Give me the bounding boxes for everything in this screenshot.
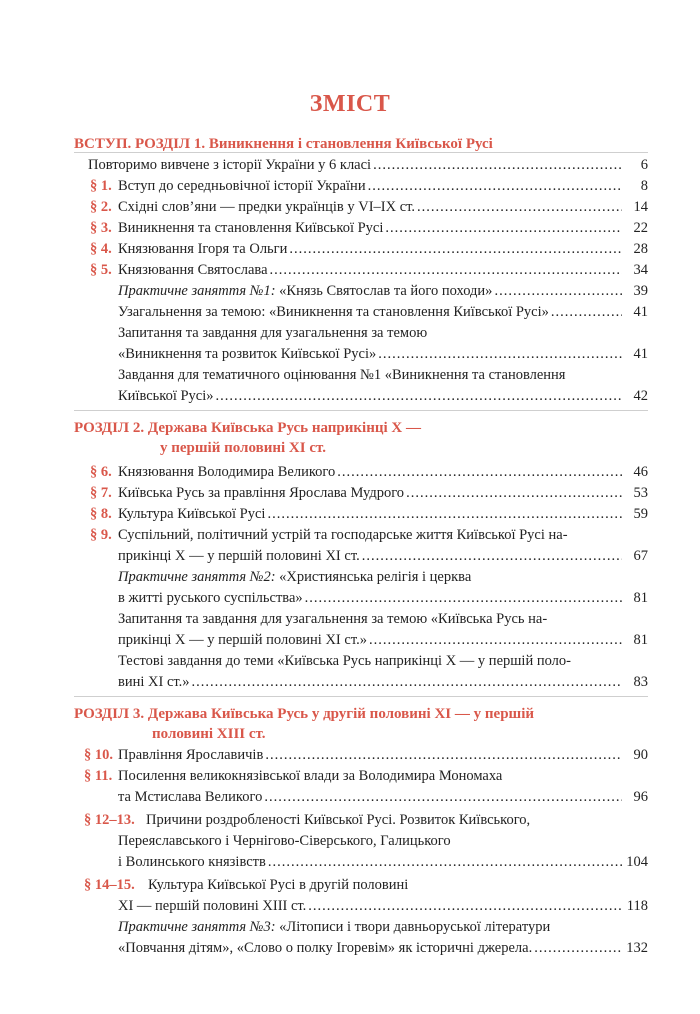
entry-page: 41: [633, 304, 648, 320]
toc-entry[interactable]: [0, 197, 700, 218]
section-header-part-3: [74, 704, 654, 744]
entry-title: Виникнення та становлення Київської Русі: [118, 220, 384, 236]
toc-entry[interactable]: [0, 176, 700, 197]
leader-dots: [305, 588, 622, 609]
entry-title: Переяславського і Чернігово-Сіверського, Галицького: [118, 833, 451, 849]
entry-title: Запитання та завдання для узагальнення за темою «Київська Русь на-: [118, 611, 548, 627]
entry-title: Вступ до середньовічної історії України: [118, 178, 366, 194]
entry-page: 14: [633, 199, 648, 215]
entry-page: 28: [633, 241, 648, 257]
entry-title: Посилення великокнязівської влади за Володимира Мономаха: [118, 768, 503, 784]
leader-dots: [270, 260, 622, 281]
leader-dots: [308, 896, 622, 917]
toc-entry[interactable]: [0, 546, 700, 567]
toc-entry-line: [0, 651, 700, 672]
entry-title: Тестові завдання до теми «Київська Русь наприкінці X — у першій поло-: [118, 653, 571, 669]
practical-label: Практичне заняття №2:: [118, 569, 276, 585]
leader-dots: [494, 281, 622, 302]
toc-entry[interactable]: [0, 281, 700, 302]
entry-title: прикінці X — у першій половині XI ст.»: [118, 632, 367, 648]
toc-entry-line: [0, 609, 700, 630]
entry-title: «Виникнення та розвиток Київської Русі»: [118, 346, 377, 362]
entry-page: 81: [633, 590, 648, 606]
leader-dots: [369, 630, 622, 651]
leader-dots: [362, 546, 622, 567]
section-divider: [74, 696, 648, 697]
toc-entry[interactable]: [0, 745, 700, 766]
paragraph-number: § 2.: [90, 199, 112, 215]
entry-page: 34: [633, 262, 648, 278]
leader-dots: [216, 386, 622, 407]
toc-entry-line: [0, 810, 700, 831]
leader-dots: [192, 672, 622, 693]
practical-label: Практичне заняття №1:: [118, 283, 276, 299]
entry-title: Князювання Володимира Великого: [118, 464, 336, 480]
entry-title: Повторимо вивчене з історії України у 6 класі: [88, 157, 372, 173]
paragraph-number: § 10.: [84, 747, 113, 763]
entry-title: «Повчання дітям», «Слово о полку Ігоревім» як історичні джерела.: [118, 940, 533, 956]
entry-title: Завдання для тематичного оцінювання №1 «Виникнення та становлення: [118, 367, 566, 383]
entry-page: 67: [633, 548, 648, 564]
leader-dots: [534, 938, 622, 959]
leader-dots: [289, 239, 622, 260]
toc-entry[interactable]: [0, 260, 700, 281]
entry-page: 118: [626, 898, 648, 914]
paragraph-number: § 12–13.: [84, 812, 135, 828]
paragraph-number: § 3.: [90, 220, 112, 236]
entry-title: [118, 567, 471, 588]
toc-entry[interactable]: [0, 239, 700, 260]
practical-label: Практичне заняття №3:: [118, 919, 276, 935]
toc-entry[interactable]: [0, 155, 700, 176]
entry-title: Суспільний, політичний устрій та господарське життя Київської Русі на-: [118, 527, 568, 543]
toc-entry[interactable]: [0, 787, 700, 808]
toc-entry-line: [0, 766, 700, 787]
toc-entry[interactable]: [0, 344, 700, 365]
section-divider: [74, 410, 648, 411]
entry-page: 83: [633, 674, 648, 690]
toc-entry[interactable]: [0, 462, 700, 483]
paragraph-number: § 9.: [90, 527, 112, 543]
paragraph-number: § 1.: [90, 178, 112, 194]
leader-dots: [337, 462, 622, 483]
entry-title: Київська Русь за правління Ярослава Мудрого: [118, 485, 405, 501]
section-title: РОЗДІЛ 3. Держава Київська Русь у другій половині XI — у першій: [74, 706, 535, 722]
toc-entry-line: [0, 365, 700, 386]
entry-title: Правління Ярославичів: [118, 747, 264, 763]
section-title-continued: половині XIII ст.: [152, 726, 266, 742]
toc-entry-line: [0, 831, 700, 852]
toc-entry[interactable]: [0, 672, 700, 693]
leader-dots: [264, 787, 622, 808]
section-title-continued: у першій половині XI ст.: [160, 440, 326, 456]
entry-title: Причини роздробленості Київської Русі. Розвиток Київського,: [146, 812, 531, 828]
entry-page: 104: [626, 854, 648, 870]
entry-page: 132: [626, 940, 648, 956]
toc-entry-line: [0, 525, 700, 546]
toc-entry-line: [0, 917, 700, 938]
entry-page: 46: [633, 464, 648, 480]
section-header-part-2: [74, 418, 654, 458]
entry-page: 22: [633, 220, 648, 236]
paragraph-number: § 14–15.: [84, 877, 135, 893]
toc-entry-line: [0, 323, 700, 344]
entry-title: Узагальнення за темою: «Виникнення та становлення Київської Русі»: [118, 304, 549, 320]
leader-dots: [368, 176, 622, 197]
toc-entry[interactable]: [0, 483, 700, 504]
entry-title: Київської Русі»: [118, 388, 214, 404]
toc-entry[interactable]: [0, 896, 700, 917]
entry-title-text: «Літописи і твори давньоруської літератури: [275, 919, 551, 935]
entry-title: та Мстислава Великого: [118, 789, 263, 805]
leader-dots: [385, 218, 622, 239]
leader-dots: [378, 344, 622, 365]
toc-entry-line: [0, 567, 700, 588]
entry-page: 53: [633, 485, 648, 501]
entry-title: [118, 917, 550, 938]
section-header-intro: [74, 134, 654, 154]
section-divider: [74, 152, 648, 153]
paragraph-number: § 7.: [90, 485, 112, 501]
entry-title: вині XI ст.»: [118, 674, 190, 690]
entry-page: 81: [633, 632, 648, 648]
toc-entry[interactable]: [0, 386, 700, 407]
entry-title: Князювання Ігоря та Ольги: [118, 241, 288, 257]
entry-page: 59: [633, 506, 648, 522]
entry-title: прикінці X — у першій половині XI ст.: [118, 548, 360, 564]
toc-entry[interactable]: [0, 938, 700, 959]
entry-page: 42: [633, 388, 648, 404]
toc-entry[interactable]: [0, 504, 700, 525]
leader-dots: [417, 197, 622, 218]
entry-page: 96: [633, 789, 648, 805]
entry-title-text: «Християнська релігія і церква: [275, 569, 472, 585]
leader-dots: [406, 483, 622, 504]
entry-title: [118, 281, 492, 302]
entry-page: 8: [640, 178, 648, 194]
paragraph-number: § 5.: [90, 262, 112, 278]
paragraph-number: § 8.: [90, 506, 112, 522]
entry-title: в житті руського суспільства»: [118, 590, 303, 606]
entry-title: XI — першій половині XIII ст.: [118, 898, 307, 914]
paragraph-number: § 4.: [90, 241, 112, 257]
leader-dots: [551, 302, 622, 323]
toc-entry[interactable]: [0, 630, 700, 651]
leader-dots: [267, 504, 622, 525]
toc-entry[interactable]: [0, 852, 700, 873]
entry-title-text: «Князь Святослав та його походи»: [275, 283, 493, 299]
paragraph-number: § 11.: [84, 768, 113, 784]
section-title: РОЗДІЛ 2. Держава Київська Русь наприкінці X —: [74, 420, 421, 436]
entry-title: і Волинського князівств: [118, 854, 266, 870]
entry-title: Культура Київської Русі в другій половині: [148, 877, 409, 893]
leader-dots: [265, 745, 622, 766]
leader-dots: [373, 155, 622, 176]
section-title: ВСТУП. РОЗДІЛ 1. Виникнення і становлення Київської Русі: [74, 136, 493, 152]
paragraph-number: § 6.: [90, 464, 112, 480]
entry-title: Культура Київської Русі: [118, 506, 266, 522]
toc-entry[interactable]: [0, 218, 700, 239]
entry-page: 39: [633, 283, 648, 299]
page-title: ЗМІСТ: [309, 91, 391, 117]
toc-entry-line: [0, 875, 700, 896]
leader-dots: [268, 852, 622, 873]
entry-title: Князювання Святослава: [118, 262, 268, 278]
toc-entry[interactable]: [0, 302, 700, 323]
entry-page: 41: [633, 346, 648, 362]
toc-entry[interactable]: [0, 588, 700, 609]
entry-page: 6: [640, 157, 648, 173]
entry-page: 90: [633, 747, 648, 763]
entry-title: Запитання та завдання для узагальнення за темою: [118, 325, 428, 341]
entry-title: Східні слов’яни — предки українців у VI–IX ст.: [118, 199, 416, 215]
